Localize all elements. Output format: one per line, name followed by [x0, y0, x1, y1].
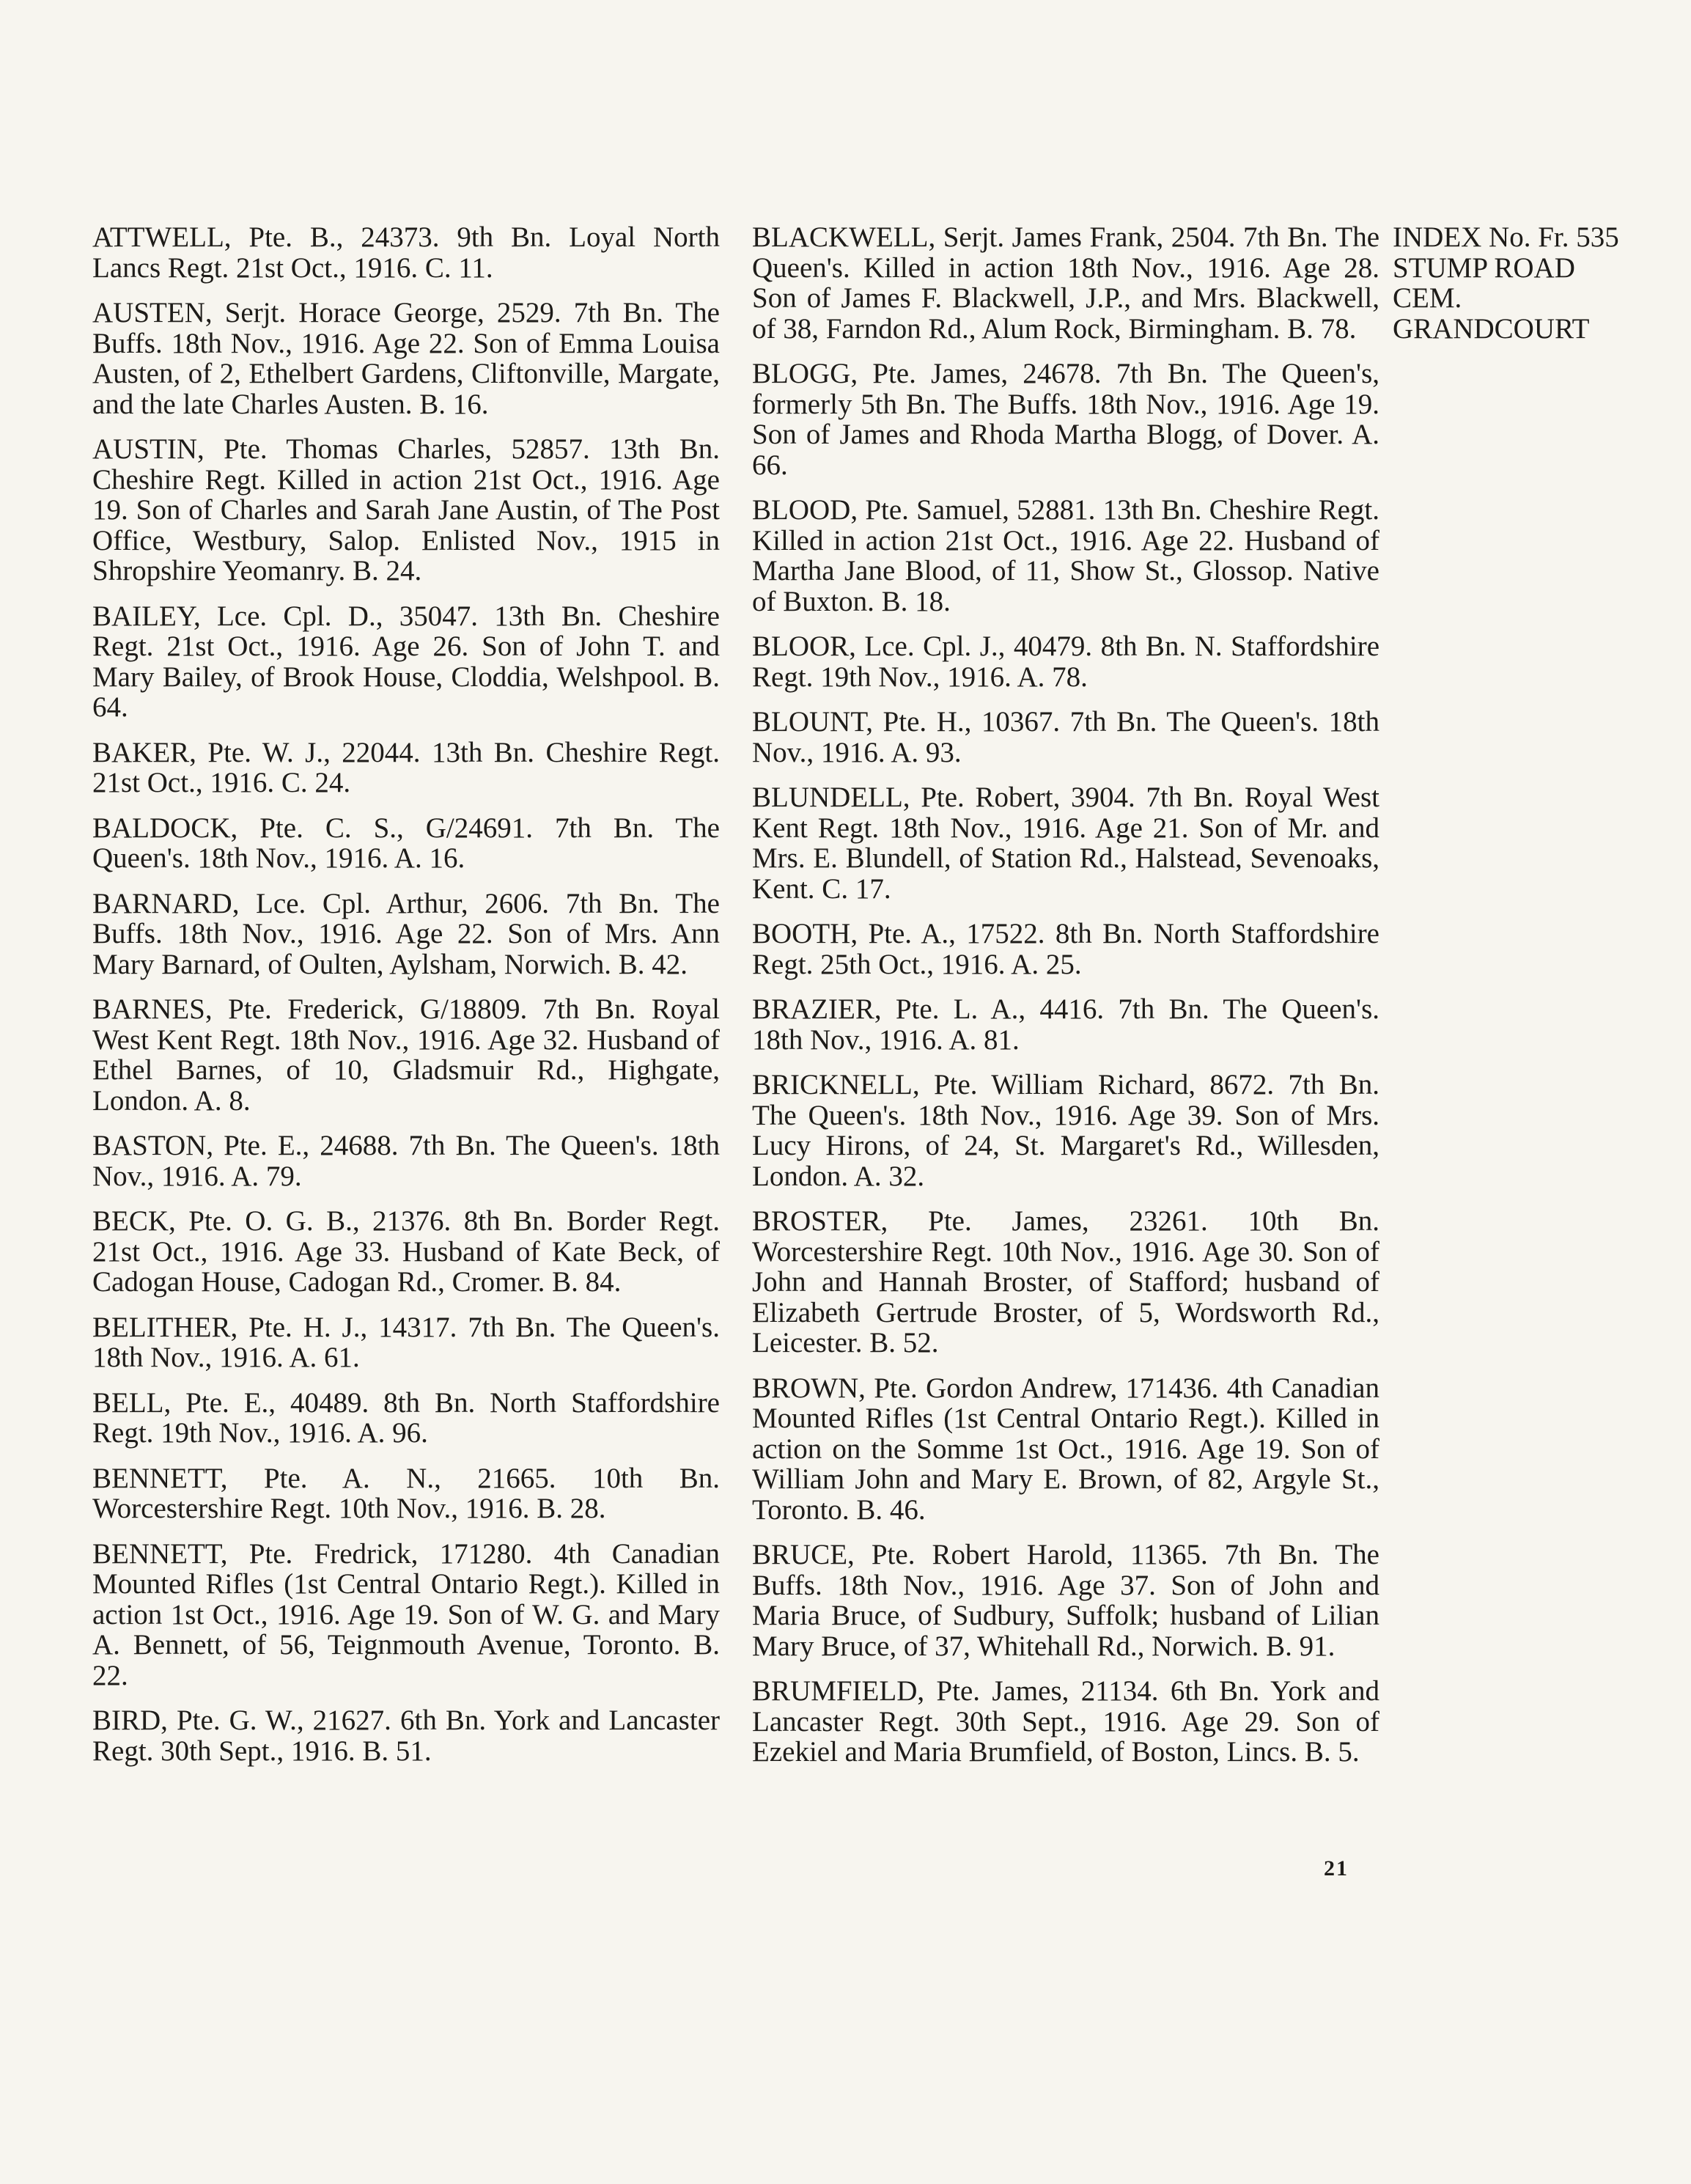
entry-text: BLACKWELL, Serjt. James Frank, 2504. 7th Bn. The Queen's. Killed in action 18th Nov., 1916. Age 28. Son of James F. Blackwell, J.P., and Mrs. Blackwell, of 38, Farndon Rd., Alum Rock, Birmingham. B. 78.: [752, 221, 1379, 345]
entry-blount: [752, 707, 1379, 768]
entry-text: BIRD, Pte. G. W., 21627. 6th Bn. York and Lancaster Regt. 30th Sept., 1916. B. 51.: [92, 1705, 720, 1767]
left-column: [92, 222, 720, 1781]
entry-blackwell: [752, 222, 1379, 344]
entry-baston: [92, 1130, 720, 1191]
entry-bennett-fredrick: [92, 1539, 720, 1691]
entry-text: BRAZIER, Pte. L. A., 4416. 7th Bn. The Queen's. 18th Nov., 1916. A. 81.: [752, 993, 1379, 1056]
entry-bird: [92, 1705, 720, 1766]
entry-text: BLOGG, Pte. James, 24678. 7th Bn. The Queen's, formerly 5th Bn. The Buffs. 18th Nov., 1916. Age 19. Son of James and Rhoda Martha Blogg, of Dover. A. 66.: [752, 358, 1379, 481]
page-number: 21: [1324, 1856, 1349, 1880]
entry-text: ATTWELL, Pte. B., 24373. 9th Bn. Loyal North Lancs Regt. 21st Oct., 1916. C. 11.: [92, 221, 720, 284]
right-column: [752, 222, 1379, 1782]
entry-blogg: [752, 359, 1379, 480]
entry-text: BRICKNELL, Pte. William Richard, 8672. 7th Bn. The Queen's. 18th Nov., 1916. Age 39. Son of Mrs. Lucy Hirons, of 24, St. Margaret's Rd., Willesden, London. A. 32.: [752, 1069, 1379, 1192]
entry-austen: [92, 298, 720, 419]
entry-text: AUSTIN, Pte. Thomas Charles, 52857. 13th Bn. Cheshire Regt. Killed in action 21st Oct., 1916. Age 19. Son of Charles and Sarah Jane Austin, of The Post Office, Westbury, Salop. Enlisted Nov., 1915 in Shropshire Yeomanry. B. 24.: [92, 433, 720, 587]
entry-text: BASTON, Pte. E., 24688. 7th Bn. The Queen's. 18th Nov., 1916. A. 79.: [92, 1130, 720, 1192]
entry-text: BRUMFIELD, Pte. James, 21134. 6th Bn. York and Lancaster Regt. 30th Sept., 1916. Age 29. Son of Ezekiel and Maria Brumfield, of Boston, Lincs. B. 5.: [752, 1675, 1379, 1768]
entry-belither: [92, 1312, 720, 1373]
entry-brown: [752, 1373, 1379, 1526]
entry-brazier: [752, 994, 1379, 1055]
entry-bricknell: [752, 1070, 1379, 1191]
entry-text: BROSTER, Pte. James, 23261. 10th Bn. Worcestershire Regt. 10th Nov., 1916. Age 30. Son of John and Hannah Broster, of Stafford; husband of Elizabeth Gertrude Broster, of 5, Wordsworth Rd., Leicester. B. 52.: [752, 1205, 1379, 1358]
entry-broster: [752, 1206, 1379, 1358]
entry-text: BARNARD, Lce. Cpl. Arthur, 2606. 7th Bn. The Buffs. 18th Nov., 1916. Age 22. Son of Mrs. Ann Mary Barnard, of Oulten, Aylsham, Norwich. B. 42.: [92, 887, 720, 980]
entry-bell: [92, 1388, 720, 1449]
cemetery-name-line-2: CEM.: [1393, 282, 1462, 314]
entry-text: AUSTEN, Serjt. Horace George, 2529. 7th Bn. The Buffs. 18th Nov., 1916. Age 22. Son of Emma Louisa Austen, of 2, Ethelbert Gardens, Cliftonville, Margate, and the late Charles Austen. B. 16.: [92, 297, 720, 420]
entry-text: BAKER, Pte. W. J., 22044. 13th Bn. Cheshire Regt. 21st Oct., 1916. C. 24.: [92, 736, 720, 798]
entry-bloor: [752, 631, 1379, 692]
entry-text: BLOUNT, Pte. H., 10367. 7th Bn. The Queen's. 18th Nov., 1916. A. 93.: [752, 706, 1379, 768]
entry-text: BALDOCK, Pte. C. S., G/24691. 7th Bn. The Queen's. 18th Nov., 1916. A. 16.: [92, 812, 720, 874]
entry-blundell: [752, 782, 1379, 904]
entry-bruce: [752, 1540, 1379, 1661]
entry-text: BELITHER, Pte. H. J., 14317. 7th Bn. The Queen's. 18th Nov., 1916. A. 61.: [92, 1311, 720, 1373]
entry-text: BECK, Pte. O. G. B., 21376. 8th Bn. Border Regt. 21st Oct., 1916. Age 33. Husband of Kate Beck, of Cadogan House, Cadogan Rd., Cromer. B. 84.: [92, 1205, 720, 1298]
entry-booth: [752, 919, 1379, 979]
entry-brumfield: [752, 1676, 1379, 1768]
entry-baker: [92, 738, 720, 798]
entry-austin: [92, 434, 720, 587]
entry-bailey: [92, 601, 720, 723]
entry-text: BROWN, Pte. Gordon Andrew, 171436. 4th Canadian Mounted Rifles (1st Central Ontario Regt.). Killed in action on the Somme 1st Oct., 1916. Age 19. Son of William John and Mary E. Brown, of 82, Argyle St., Toronto. B. 46.: [752, 1372, 1379, 1526]
entry-attwell: [92, 222, 720, 283]
entry-text: BOOTH, Pte. A., 17522. 8th Bn. North Staffordshire Regt. 25th Oct., 1916. A. 25.: [752, 918, 1379, 980]
entry-baldock: [92, 813, 720, 874]
entry-text: BLOOD, Pte. Samuel, 52881. 13th Bn. Cheshire Regt. Killed in action 21st Oct., 1916. Age 22. Husband of Martha Jane Blood, of 11, Show St., Glossop. Native of Buxton. B. 18.: [752, 494, 1379, 617]
cemetery-name-line-1: STUMP ROAD: [1393, 251, 1575, 284]
cemetery-index-label: [1393, 222, 1671, 344]
index-number: INDEX No. Fr. 535: [1393, 221, 1619, 253]
entry-barnard: [92, 889, 720, 980]
entry-text: BELL, Pte. E., 40489. 8th Bn. North Staffordshire Regt. 19th Nov., 1916. A. 96.: [92, 1386, 720, 1449]
cemetery-location: GRANDCOURT: [1393, 312, 1590, 345]
entry-text: BAILEY, Lce. Cpl. D., 35047. 13th Bn. Cheshire Regt. 21st Oct., 1916. Age 26. Son of John T. and Mary Bailey, of Brook House, Cloddia, Welshpool. B. 64.: [92, 600, 720, 723]
entry-text: BARNES, Pte. Frederick, G/18809. 7th Bn. Royal West Kent Regt. 18th Nov., 1916. Age 32. Husband of Ethel Barnes, of 10, Gladsmuir Rd., Highgate, London. A. 8.: [92, 993, 720, 1117]
entry-text: BLUNDELL, Pte. Robert, 3904. 7th Bn. Royal West Kent Regt. 18th Nov., 1916. Age 21. Son of Mr. and Mrs. E. Blundell, of Station Rd., Halstead, Sevenoaks, Kent. C. 17.: [752, 782, 1379, 905]
entry-text: BLOOR, Lce. Cpl. J., 40479. 8th Bn. N. Staffordshire Regt. 19th Nov., 1916. A. 78.: [752, 630, 1379, 693]
entry-beck: [92, 1206, 720, 1298]
entry-text: BENNETT, Pte. A. N., 21665. 10th Bn. Worcestershire Regt. 10th Nov., 1916. B. 28.: [92, 1462, 720, 1524]
entry-blood: [752, 495, 1379, 617]
entry-bennett-an: [92, 1463, 720, 1524]
entry-text: BRUCE, Pte. Robert Harold, 11365. 7th Bn. The Buffs. 18th Nov., 1916. Age 37. Son of John and Maria Bruce, of Sudbury, Suffolk; husband of Lilian Mary Bruce, of 37, Whitehall Rd., Norwich. B. 91.: [752, 1539, 1379, 1662]
entry-text: BENNETT, Pte. Fredrick, 171280. 4th Canadian Mounted Rifles (1st Central Ontario Regt.). Killed in action 1st Oct., 1916. Age 19. Son of W. G. and Mary A. Bennett, of 56, Teignmouth Avenue, Toronto. B. 22.: [92, 1537, 720, 1691]
entry-barnes: [92, 994, 720, 1116]
